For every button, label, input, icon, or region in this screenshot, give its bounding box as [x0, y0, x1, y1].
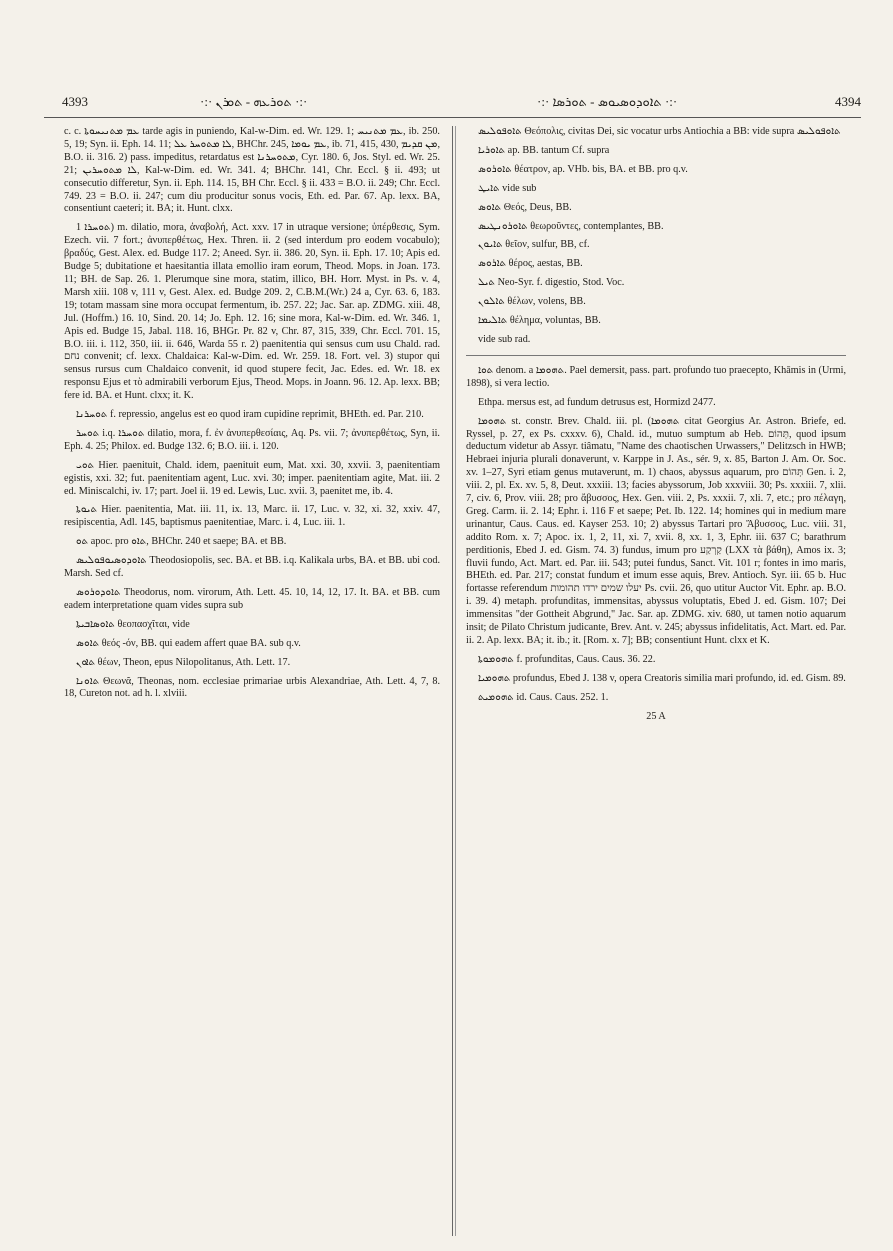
entry: vide sub rad. [478, 333, 531, 345]
entry: ܬܐܝܛ vide sub [478, 182, 537, 194]
entry: ܬܐܘܦܘܠܝܣ Θεόπολις, civitas Dei, sic vocatur urbs Antiochia a BB: vide supra ܬܐܘܦܘܠܝܣ [478, 126, 841, 137]
page-number-left: 4393 [62, 94, 88, 109]
page-number-right: 4394 [835, 94, 861, 109]
entry: ܬܗܘܡܘܬܐ f. profunditas, Caus. Caus. 36. 22. [478, 653, 656, 665]
left-column [64, 126, 440, 707]
running-title-left: ·:· ܬܘܪܥܗ - ܬܘܪܢ ·:· [200, 94, 308, 109]
entry: ܬܝܠ Neo-Syr. f. digestio, Stod. Voc. [478, 277, 625, 289]
entry: ܬܐܘܣ θεός -όν, BB. qui eadem affert quae BA. sub q.v. [76, 637, 301, 649]
entry: ܬܘܚܪܢܐ f. repressio, angelus est eo quod iram cupidine reprimit, BHEth. ed. Par. 210. [76, 409, 424, 421]
entry: ܬܗܘܡܐ st. constr. Brev. Chald. iii. pl. (ܬܗܘܡܐ citat Georgius Ar. Astron. Briefe, ed. Ryssel, p. 27, ex Ps. cxxxv. 6), Chald. id., mutuo sumptum ab Heb. תְּהוֹם, quod ipsum deductum videtur ab Assyr. tiâmatu, "Name des chaotischen Urwassers," Delitzsch in HWB; Hebraei injuria plurali donaverunt, v. Karppe in J. As., sér. 9, x. 85, Barton J. Am. Or. Soc. xv. 1–27, Syri etiam genus mutaverunt, m. 1) chaos, abyssus aquarum, pro תְּהוֹם Gen. i. 2, viii. 2, pl. Ex. xv. 5, 8, Deut. xxxiii. 13; facies abyssorum, Job xxxviii. 30; Ps. xxxiii. 7, xlii. 7, civ. 6, Prov. viii. 28; pro ἄβυσσος, Hex. Gen. viii. 2, Ps. xxxii. 7, xli. 7, etc.; pro πέλαγη, Greg. Carm. ii. 2. 14; Ephr. i. 116 F et saepe; Pet. Ib. 122. 14; homines qui in medium mare urinantur, Caus. Caus. ed. Kayser 253. 10; 2) abyssus Tartari pro Ἄβυσσος, Luc. viii. 31, addito Rom. x. 7; Apoc. ix. 1, 2, 11, xi. 7, xvii. 8, xx. 1, 3, Ephr. iii. 637 C; barathrum perditionis, Ebed J. ed. Gism. 74. 3) fundus, imum pro קַרְקַע (LXX τὰ βάθη), Amos ix. 3; fluvii fundo, Act. Mart. ed. Par. iii. 543; putei fundus, Sanct. Vit. 101 r; fontes in imo maris, BHEth. ed. Par. 217; constat fundum et imum esse aquis, Brev. Antioch. Syr. iii. 65 b. Huc fortasse referendum יעלו שמים ירדו תהומות Ps. cvii. 26, quo utitur Auctor Vit. Ephr. ap. B.O. i. 39. 4) metaph. profunditas, immensitas, abyssus voluptatis, Ebed J. ed. Gism. 107; Dei immensitas "der Gottheit Abgrund," Jac. Sar. ap. ZDMG. xiv. 680, ut tamen notio aquarum insit; de Pilato Christum judicante, Brev. Ant. v. 245; abyssus infidelitatis, Act. Mart. ed. Par. ii. 2. Ap. lexx. BA; it. ib.; it. [Rom. x. 7]; BB; consentiunt Hunt. clxx et K. [466, 415, 847, 646]
entry: ܬܘܝ Hier. paenituit, Chald. idem, paenituit eum, Mat. xxi. 30, xxvii. 3, paenitentiam egistis, xxi. 32; fut. paenitentiam agent, Luc. xvi. 30; imper. paenitentiam agite, Mat. iii. 2 ed. Miniscalchi, iv. 17; part. Joel ii. 19 ed. Lewis, Luc. xvii. 3, paenitet me, ib. 4. [64, 459, 440, 497]
entry: ܬܐܠܝܡܐ θέλημα, voluntas, BB. [478, 315, 601, 327]
entry: ܬܐܘܪܘܣ θέατρον, ap. VHb. bis, BA. et BB. pro q.v. [478, 163, 688, 175]
entry: ܬܐܘܣ Θεός, Deus, BB. [478, 201, 572, 213]
entry: ܬܐܘܢܐ Θεωνᾶ, Theonas, nom. ecclesiae primariae urbis Alexandriae, Ath. Lett. 4, 7, 8. 18, Cureton not. ad h. l. xlviii. [64, 675, 440, 700]
entry: ܬܗܘܡܝܐ profundus, Ebed J. 138 v, opera Creatoris similia mari profundo, id. ed. Gism. 89. [478, 672, 846, 684]
entry: ܬܘ apoc. pro ܬܐܘ, BHChr. 240 et saepe; BA. et BB. [76, 536, 287, 548]
page-header [32, 94, 861, 114]
section-rule [466, 355, 846, 356]
entry: Ethpa. mersus est, ad fundum detrusus est, Hormizd 2477. [478, 396, 716, 408]
column-divider-inner [455, 126, 456, 1236]
entry: ܬܐܪܘܣ θέρος, aestas, BB. [478, 258, 583, 270]
entry: ܬܝܘܬܐ Hier. paenitentia, Mat. iii. 11, ix. 13, Marc. ii. 17, Luc. v. 32, xi. 32, xxiv. 47, resipiscentia, Adl. 145, baptismus paenitentiae, Marc. i. 4, Luc. iii. 1. [64, 504, 440, 529]
right-column [466, 126, 846, 724]
entry: ܬܗܘܡܝܬ id. Caus. Caus. 252. 1. [478, 691, 609, 703]
entry: ܬܘܚܪܐ 1) m. dilatio, mora, ἀναβολή, Act. xxv. 17 in utraque versione; ὑπέρθεσις, Sym. Ezech. vii. 7 fort.; ἀνυπερθέτως, Hex. Thren. ii. 2 (sed interdum pro eodem vocabulo); βραδύς, Gest. Alex. ed. Budge 117. 2; Aneed. Syr. ii. 386. 20, Syn. ii. Eph. 17. 10; Apis ed. Budge 5; dubitatione et haesitantia illata emollio iram eorum, Theod. Mops. in Joan. 173. 11; BH. de Sap. 26. 1. Plerumque sine mora, statim, illico, BH. Horr. Myst. in Ps. v. 4, Marsh xiii. 108 v, 111 v, Gest. Alex. ed. Budge 209. 2, C.B.M.(Wr.) 24 a, Cyr. 63. 6, 183. 19; totam massam sine mora occupat fermentum, ib. 257. 22; Jac. Sar. ap. ZDMG. xiii. 48, Jul. (Hoffm.) 16. 10, Sind. 20. 14; Jo. Eph. 12. 16; sine mora, Kal-w-Dim. ed. Wr. 346. 1, Apis ed. Budge 15, Jabal. 118. 16, BHGr. Pr. 82 v, Chr. 87, 315, 339, Chr. Eccl. 701. 15, B.O. iii. i. 112, 350, iii. ii. 646, Warda 55 r. 2) paenitentia qui sensus cum usu Chald. rad. נחם convenit; cf. lexx. Chaldaica: Kal-w-Dim. ed. Wr. 259. 18. Fort. vel. 3) stupor qui sensus rursus cum Chaldaico convenit, id quod stupere fecit, Jac. Edes. ed. Wr. 18. ex responsu Ejus et τὸ admirabili verborum Ejus, Theod. Mops. in Joann. 96. 12. Ap. lexx. BB; fere id. BA. et Hunt. clxx; it. K. [64, 222, 441, 402]
entry: ܬܘܚܪ i.q. ܬܘܚܪܐ dilatio, mora, f. ἐν ἀνυπερθεσίαις, Aq. Ps. vii. 7; ἀνυπερθέτως, Syn, ii. Eph. 4. 25; Philox. ed. Budge 132. 6; B.O. iii. i. 120. [64, 427, 440, 452]
entry: ܬܐܘܣܐܒܝܬܐ θεοπασχῖται, vide [76, 618, 190, 630]
entry: ܬܐܘܪܘܢܛܝܣ θεωροῦντες, contemplantes, BB. [478, 220, 664, 232]
entry: ܬܐܘܪܝܐ ap. BB. tantum Cf. supra [478, 144, 610, 156]
running-title-right: ·:· ܬܐܘܕܘܣܝܘܣ - ܬܘܪܣܐ ·:· [537, 94, 678, 109]
entry: ܬܐܘܕܘܪܘܣ Theodorus, nom. virorum, Ath. Lett. 45. 10, 14, 12, 17. It. BA. et BB. cum eadem interpretatione quam vides supra sub [64, 587, 440, 611]
entry: ܬܘܐ denom. a ܬܗܘܡܐ. Pael demersit, pass. part. profundo tuo praecepto, Khāmis in (Urmi, 1898), si vera lectio. [466, 364, 846, 389]
entry: ܬܐܘܕܘܣܝܘܦܘܠܝܣ Theodosiopolis, sec. BA. et BB. i.q. Kalikala urbs, BA. et BB. ubi cod. Marsh. Sed cf. [64, 555, 440, 580]
entry: c. c. ܥܡ ܡܬܢܝܚܘܬܐ tarde agis in puniendo, Kal-w-Dim. ed. Wr. 129. 1; ܥܡ ܡܬܢܝܚ, ib. 250. 5, 19; Syn. ii. Eph. 14. 11; ܠܐ ܡܬܘܚܪ ܥܠ, BHChr. 245, ܥܡ ܝܘܡܐ, ib. 71, 415, 430, ܡܢ ܩܕܝܡ, B.O. ii. 316. 2) pass. impeditus, retardatus est ܡܬܘܚܪܢܐ, Cyr. 180. 6, Jos. Styl. ed. Wr. 25. 21; ܠܐ ܡܬܘܚܪܝܢ, Kal-w-Dim. ed. Wr. 341. 4; BHChr. 141, Chr. Eccl. § ii. 493; ut consecutio differetur, Syn. ii. Eph. 114. 15, BH Chr. Eccl. § ii. 433 = B.O. ii. 249; Chr. Eccl. 749. 23 = B.O. ii. 247; cum diu producitur sonus vocis, Eth. ed. Par. 67. Ap. lexx. BA, consentiunt caeteri; it. BA; it. Hunt. clxx. [64, 126, 440, 215]
column-divider [452, 126, 453, 1236]
entry: ܬܐܠܘܢ θέλων, volens, BB. [478, 296, 586, 308]
entry: ܬܐܝܘܢ θεῖον, sulfur, BB, cf. [478, 239, 590, 251]
header-rule [44, 117, 861, 118]
signature-mark: 25 A [646, 710, 666, 722]
entry: ܬܐܘܢ θέων, Theon, epus Nilopolitanus, Ath. Lett. 17. [76, 656, 291, 668]
